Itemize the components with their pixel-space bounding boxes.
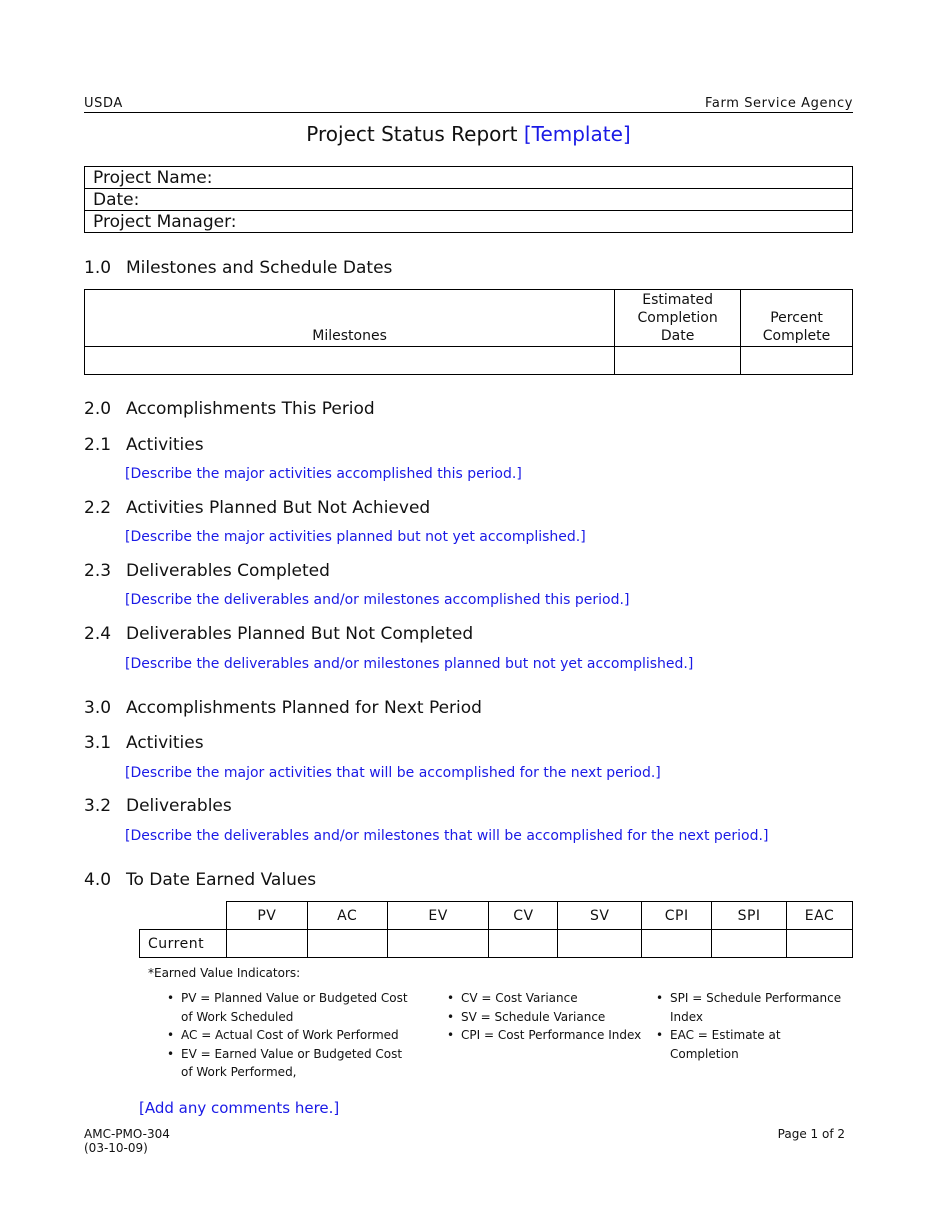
percent-complete-cell[interactable] [741,347,853,375]
section-2-3-instruction: [Describe the deliverables and/or milestones accomplished this period.] [125,592,630,608]
ev-cell-spi[interactable] [712,930,787,958]
indicators-column-2 [445,989,645,1045]
form-date: (03-10-09) [84,1141,148,1155]
section-title: Activities [126,435,204,455]
indicator-item: • EAC = Estimate at Completion [654,1026,853,1063]
completion-date-cell[interactable] [615,347,741,375]
section-3-2-heading [84,796,232,816]
section-number: 2.4 [84,624,112,644]
percent-complete-col-header [741,290,853,347]
earned-values-table [139,901,853,958]
section-2-heading [84,399,375,419]
page-number: Page 1 of 2 [777,1127,845,1141]
ev-header-ac: AC [307,902,387,930]
section-title: Activities [126,733,204,753]
ev-cell-ac[interactable] [307,930,387,958]
completion-date-col-header [615,290,741,347]
ev-cell-eac[interactable] [786,930,852,958]
section-4-heading [84,870,316,890]
section-number: 2.2 [84,498,112,518]
ev-header-ev: EV [387,902,489,930]
milestones-table [84,289,853,375]
header-line: Date [660,328,695,344]
indicators-column-3 [654,989,853,1063]
project-name-field[interactable]: Project Name: [85,167,853,189]
section-title: Deliverables [126,796,232,816]
ev-cell-ev[interactable] [387,930,489,958]
section-title: Accomplishments Planned for Next Period [126,698,482,718]
section-3-1-instruction: [Describe the major activities that will be accomplished for the next period.] [125,765,661,781]
section-title: Deliverables Planned But Not Completed [126,624,474,644]
section-title: Activities Planned But Not Achieved [126,498,431,518]
section-1-heading [84,258,392,278]
header-line: Percent [770,310,823,326]
indicator-item: • AC = Actual Cost of Work Performed [165,1026,415,1045]
ev-header-pv: PV [226,902,307,930]
page-header [84,96,853,113]
section-title: To Date Earned Values [126,870,317,890]
ev-cell-sv[interactable] [558,930,642,958]
section-number: 3.1 [84,733,112,753]
ev-cell-cv[interactable] [489,930,558,958]
ev-header-cpi: CPI [642,902,712,930]
indicators-column-1 [165,989,415,1082]
section-2-1-instruction: [Describe the major activities accomplished this period.] [125,466,522,482]
section-2-2-instruction: [Describe the major activities planned but not yet accomplished.] [125,529,586,545]
project-info-table [84,166,853,233]
section-number: 3.2 [84,796,112,816]
indicators-title: *Earned Value Indicators: [148,966,301,980]
header-line: Completion [637,310,718,326]
indicator-item: • CV = Cost Variance [445,989,645,1008]
indicator-item: • SPI = Schedule Performance Index [654,989,853,1026]
section-number: 2.0 [84,399,112,419]
ev-cell-pv[interactable] [226,930,307,958]
form-id-footer [84,1127,170,1155]
section-title: Deliverables Completed [126,561,330,581]
section-3-heading [84,698,482,718]
section-2-4-heading [84,624,473,644]
section-number: 3.0 [84,698,112,718]
date-field[interactable]: Date: [85,189,853,211]
section-title: Milestones and Schedule Dates [126,258,393,278]
ev-header-spi: SPI [712,902,787,930]
page-title [84,122,853,146]
indicator-item: • SV = Schedule Variance [445,1008,645,1027]
ev-header-eac: EAC [786,902,852,930]
ev-row-label: Current [140,930,227,958]
corner-cell [140,902,227,930]
section-2-3-heading [84,561,330,581]
section-number: 2.1 [84,435,112,455]
section-2-4-instruction: [Describe the deliverables and/or milestones planned but not yet accomplished.] [125,656,694,672]
document-page [84,0,853,1230]
indicator-item: • PV = Planned Value or Budgeted Cost of Work Scheduled [165,989,415,1026]
header-line: Estimated [642,292,713,308]
section-3-2-instruction: [Describe the deliverables and/or milestones that will be accomplished for the next period.] [125,828,769,844]
comments-placeholder[interactable]: [Add any comments here.] [139,1099,340,1117]
section-number: 4.0 [84,870,112,890]
section-title: Accomplishments This Period [126,399,375,419]
ev-header-sv: SV [558,902,642,930]
indicator-item: • CPI = Cost Performance Index [445,1026,645,1045]
section-number: 1.0 [84,258,112,278]
ev-header-cv: CV [489,902,558,930]
section-2-2-heading [84,498,430,518]
section-number: 2.3 [84,561,112,581]
header-agency-left: USDA [84,96,123,111]
milestones-col-header: Milestones [85,290,615,347]
form-id: AMC-PMO-304 [84,1127,170,1141]
section-3-1-heading [84,733,204,753]
section-2-1-heading [84,435,204,455]
title-main: Project Status Report [306,122,518,146]
milestone-cell[interactable] [85,347,615,375]
header-line: Complete [762,328,831,344]
title-template-tag: [Template] [523,122,631,146]
ev-cell-cpi[interactable] [642,930,712,958]
header-agency-right: Farm Service Agency [705,96,853,111]
indicator-item: • EV = Earned Value or Budgeted Cost of Work Performed, [165,1045,415,1082]
project-manager-field[interactable]: Project Manager: [85,211,853,233]
